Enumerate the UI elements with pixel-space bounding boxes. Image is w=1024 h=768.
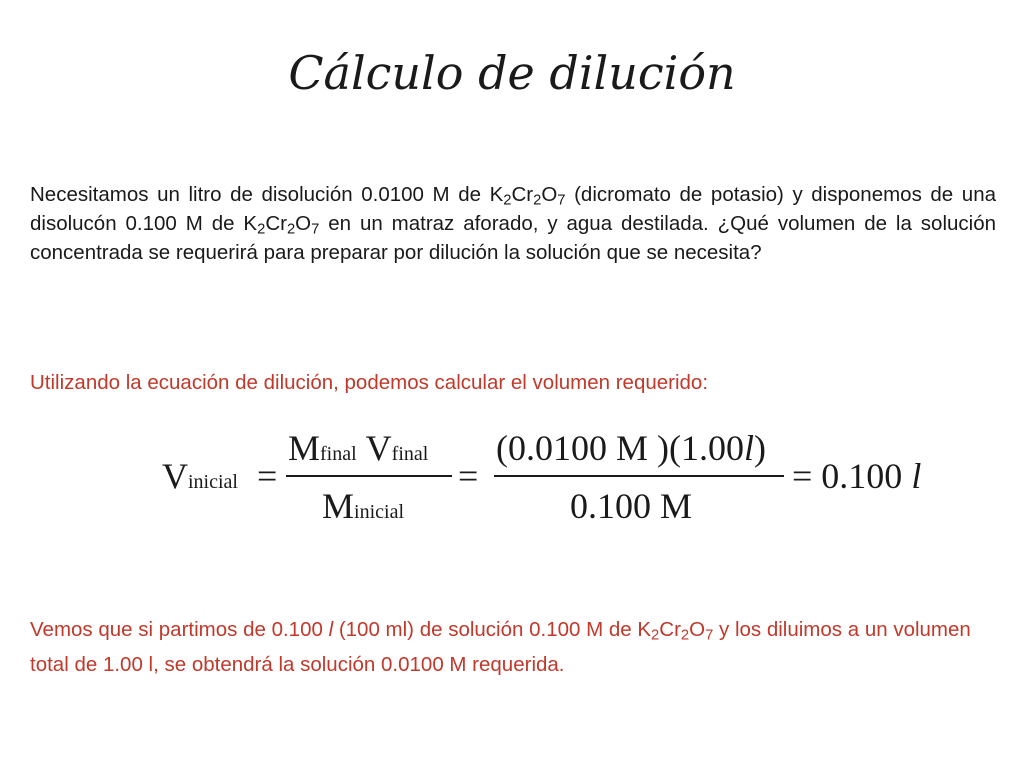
subscript-2: 2 <box>286 221 296 238</box>
fraction-denominator: 0.100 M <box>570 486 693 526</box>
problem-statement <box>30 180 996 267</box>
problem-text: en un matraz aforado, y agua destilada. ¿Qué volumen de la solución concentrada se requerirá para preparar por dilución la solución que se necesita? <box>30 212 997 264</box>
subscript-7: 7 <box>557 192 566 209</box>
subscript-7: 7 <box>311 221 320 238</box>
fraction-numerator: (0.0100 M )(1.00l) <box>496 428 766 468</box>
fraction-numerator: Mfinal Vfinal <box>288 428 429 468</box>
v-inicial: Vinicial <box>162 456 238 496</box>
fraction-bar <box>286 475 452 477</box>
result: = 0.100 l <box>792 456 922 496</box>
equals-sign: = <box>257 456 278 496</box>
subscript-7: 7 <box>705 627 714 644</box>
dilution-equation <box>162 430 942 530</box>
problem-text: (dicromato de potasio) y disponemos de una disolucón 0.100 M de K <box>30 183 997 235</box>
subscript-2: 2 <box>503 192 512 209</box>
problem-text: Cr <box>511 183 534 206</box>
problem-text: Necesitamos un litro de disolución 0.0100 M de K <box>30 183 504 206</box>
problem-text: O <box>541 183 558 206</box>
equals-sign: = <box>458 456 479 496</box>
method-lead-text: Utilizando la ecuación de dilución, podemos calcular el volumen requerido: <box>30 371 709 394</box>
subscript-2: 2 <box>533 192 542 209</box>
problem-text: O <box>295 212 312 235</box>
fraction-bar <box>494 475 784 477</box>
fraction-denominator: Minicial <box>322 486 404 526</box>
slide-title: Cálculo de dilución <box>288 46 736 100</box>
subscript-2: 2 <box>680 627 690 644</box>
subscript-2: 2 <box>257 221 266 238</box>
subscript-2: 2 <box>651 627 660 644</box>
conclusion-text: Vemos que si partimos de 0.100 l (100 ml) de solución 0.100 M de $K_2Cr_2O_7$ y los diluimos a un volumen total de 1.00 l, se obtendrá la solución 0.0100 M requerida. <box>30 618 971 676</box>
problem-text: Cr <box>265 212 287 235</box>
